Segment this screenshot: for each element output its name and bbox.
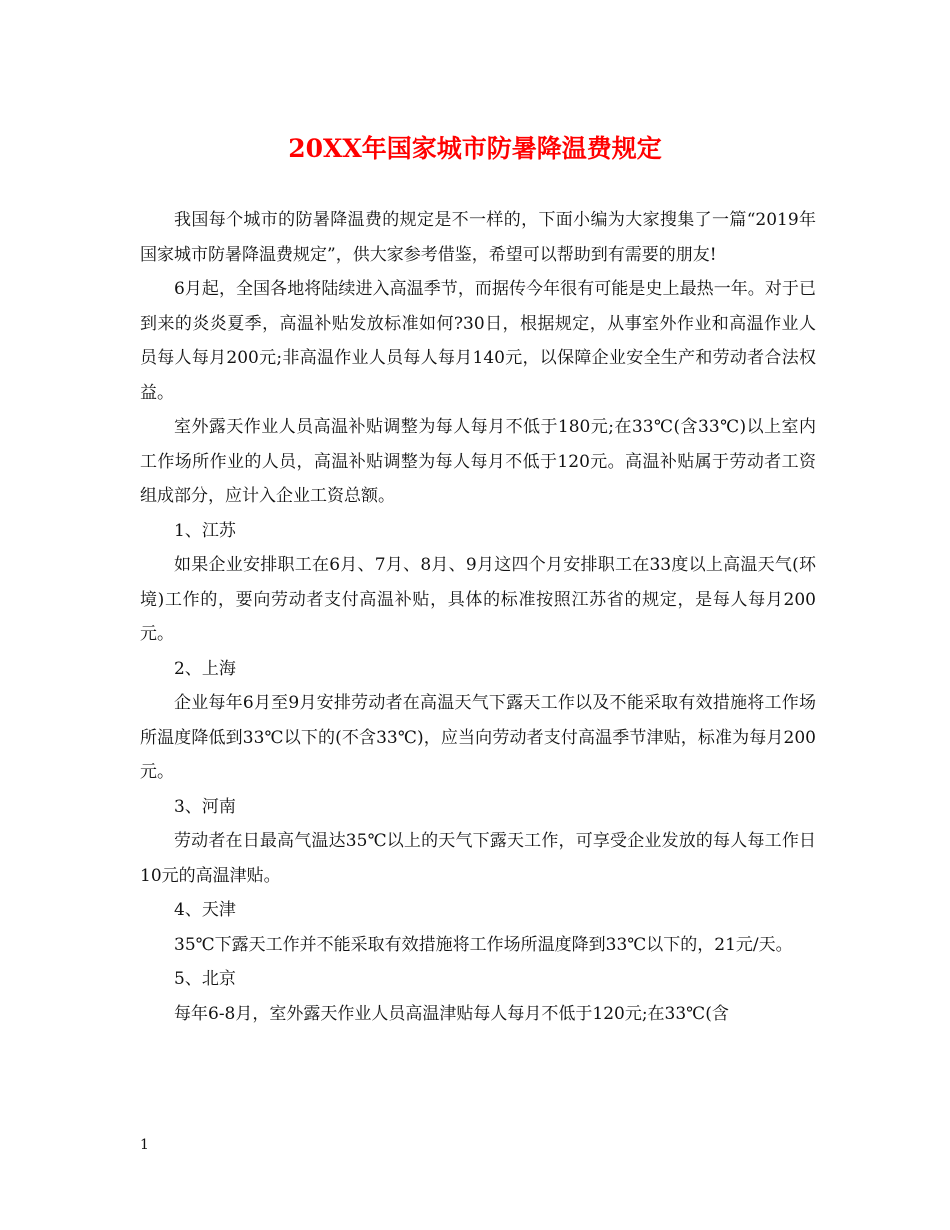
paragraph-intro: 我国每个城市的防暑降温费的规定是不一样的，下面小编为大家搜集了一篇“2019年国家城市防暑降温费规定”，供大家参考借鉴，希望可以帮助到有需要的朋友! (140, 210, 816, 265)
paragraph-shanghai: 企业每年6月至9月安排劳动者在高温天气下露天工作以及不能采取有效措施将工作场所温度降低到33℃以下的(不含33℃)，应当向劳动者支付高温季节津贴，标准为每月200元。 (140, 693, 816, 782)
section-heading-shanghai: 2、上海 (174, 658, 236, 679)
paragraph-subsidy-standard: 室外露天作业人员高温补贴调整为每人每月不低于180元;在33℃(含33℃)以上室内工作场所作业的人员，高温补贴调整为每人每月不低于120元。高温补贴属于劳动者工资组成部分，应计入企业工资总额。 (140, 417, 816, 506)
page-number: 1 (140, 1137, 149, 1153)
document-title: 20XX年国家城市防暑降温费规定 (288, 134, 662, 163)
paragraph-overview: 6月起，全国各地将陆续进入高温季节，而据传今年很有可能是史上最热一年。对于已到来的炎炎夏季，高温补贴发放标准如何?30日，根据规定，从事室外作业和高温作业人员每人每月200元;非高温作业人员每人每月140元，以保障企业安全生产和劳动者合法权益。 (140, 279, 816, 403)
paragraph-henan: 劳动者在日最高气温达35℃以上的天气下露天工作，可享受企业发放的每人每工作日10元的高温津贴。 (140, 831, 816, 886)
section-heading-henan: 3、河南 (174, 796, 236, 817)
section-heading-beijing: 5、北京 (174, 969, 236, 989)
paragraph-beijing: 每年6-8月，室外露天作业人员高温津贴每人每月不低于120元;在33℃(含 (174, 1003, 729, 1024)
paragraph-tianjin: 35℃下露天工作并不能采取有效措施将工作场所温度降到33℃以下的，21元/天。 (174, 934, 793, 955)
document-body (140, 203, 816, 1031)
section-heading-tianjin: 4、天津 (174, 900, 236, 920)
paragraph-jiangsu: 如果企业安排职工在6月、7月、8月、9月这四个月安排职工在33度以上高温天气(环境)工作的，要向劳动者支付高温补贴，具体的标准按照江苏省的规定，是每人每月200元。 (140, 555, 816, 644)
section-heading-jiangsu: 1、江苏 (174, 520, 236, 541)
